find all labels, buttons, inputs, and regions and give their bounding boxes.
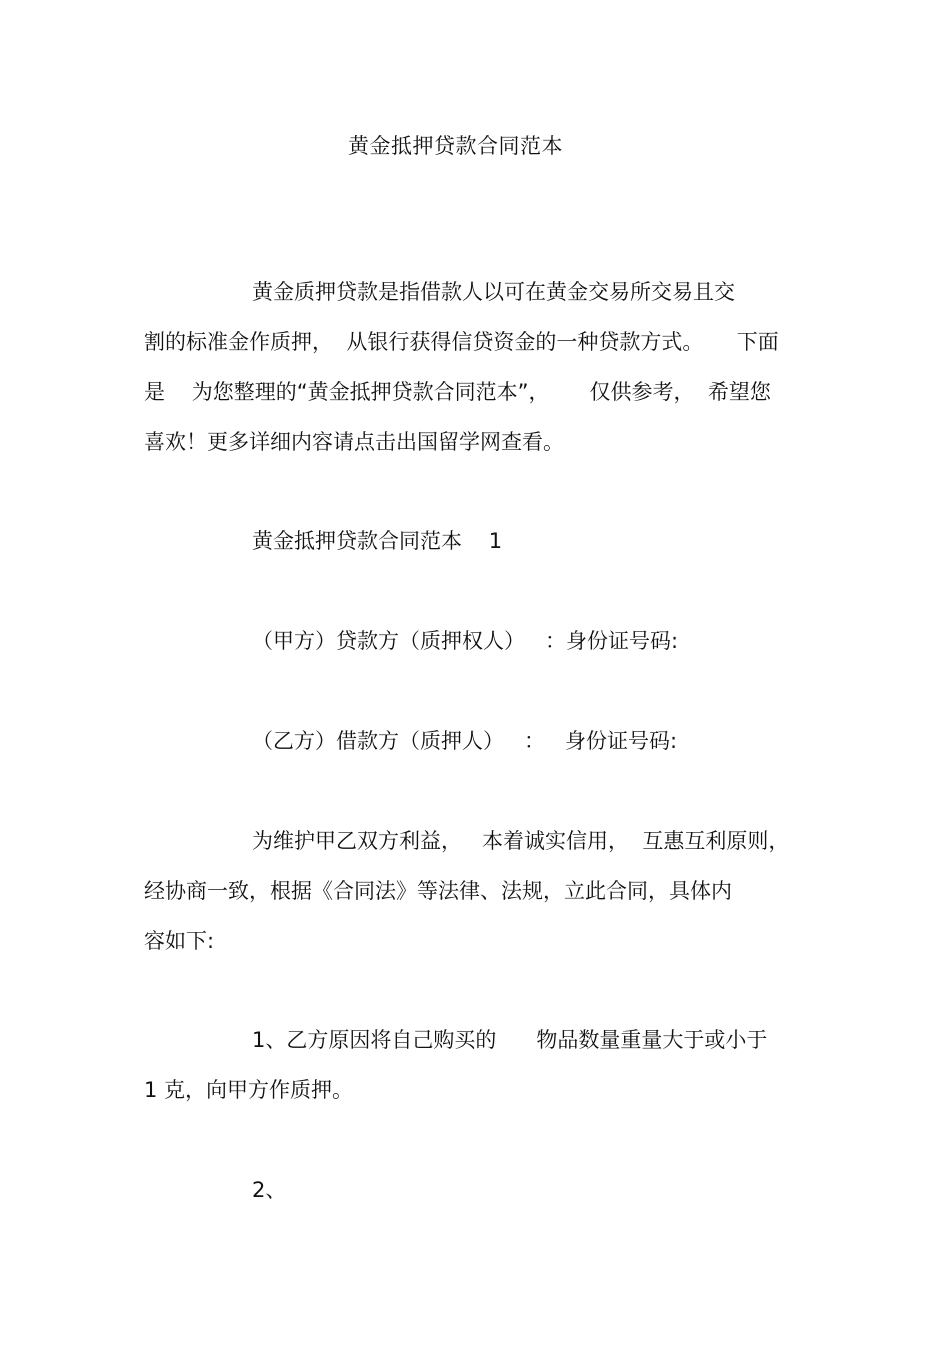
clause-1-line: 1 克，向甲方作质押。 — [144, 1078, 354, 1102]
intro-line: 割的标准金作质押， 从银行获得信贷资金的一种贷款方式。 下面 — [144, 330, 779, 354]
party-a-line: （甲方）贷款方（质押权人） ：身份证号码: — [252, 629, 679, 653]
section-heading: 黄金抵押贷款合同范本 1 — [252, 529, 503, 553]
party-b-line: （乙方）借款方（质押人） ： 身份证号码: — [252, 729, 678, 753]
document-title: 黄金抵押贷款合同范本 — [348, 134, 563, 158]
intro-line: 黄金质押贷款是指借款人以可在黄金交易所交易且交 — [252, 280, 735, 304]
clause-1-line: 1、乙方原因将自己购买的 物品数量重量大于或小于 — [252, 1028, 768, 1052]
clause-2-line: 2、 — [252, 1178, 287, 1202]
intro-line: 喜欢！更多详细内容请点击出国留学网查看。 — [144, 430, 564, 454]
preamble-line: 经协商一致，根据《合同法》等法律、法规，立此合同，具体内 — [144, 879, 732, 903]
preamble-line: 容如下: — [144, 929, 215, 953]
intro-line: 是 为您整理的“黄金抵押贷款合同范本”， 仅供参考， 希望您 — [144, 380, 771, 404]
preamble-line: 为维护甲乙双方利益， 本着诚实信用， 互惠互利原则， — [252, 829, 790, 853]
